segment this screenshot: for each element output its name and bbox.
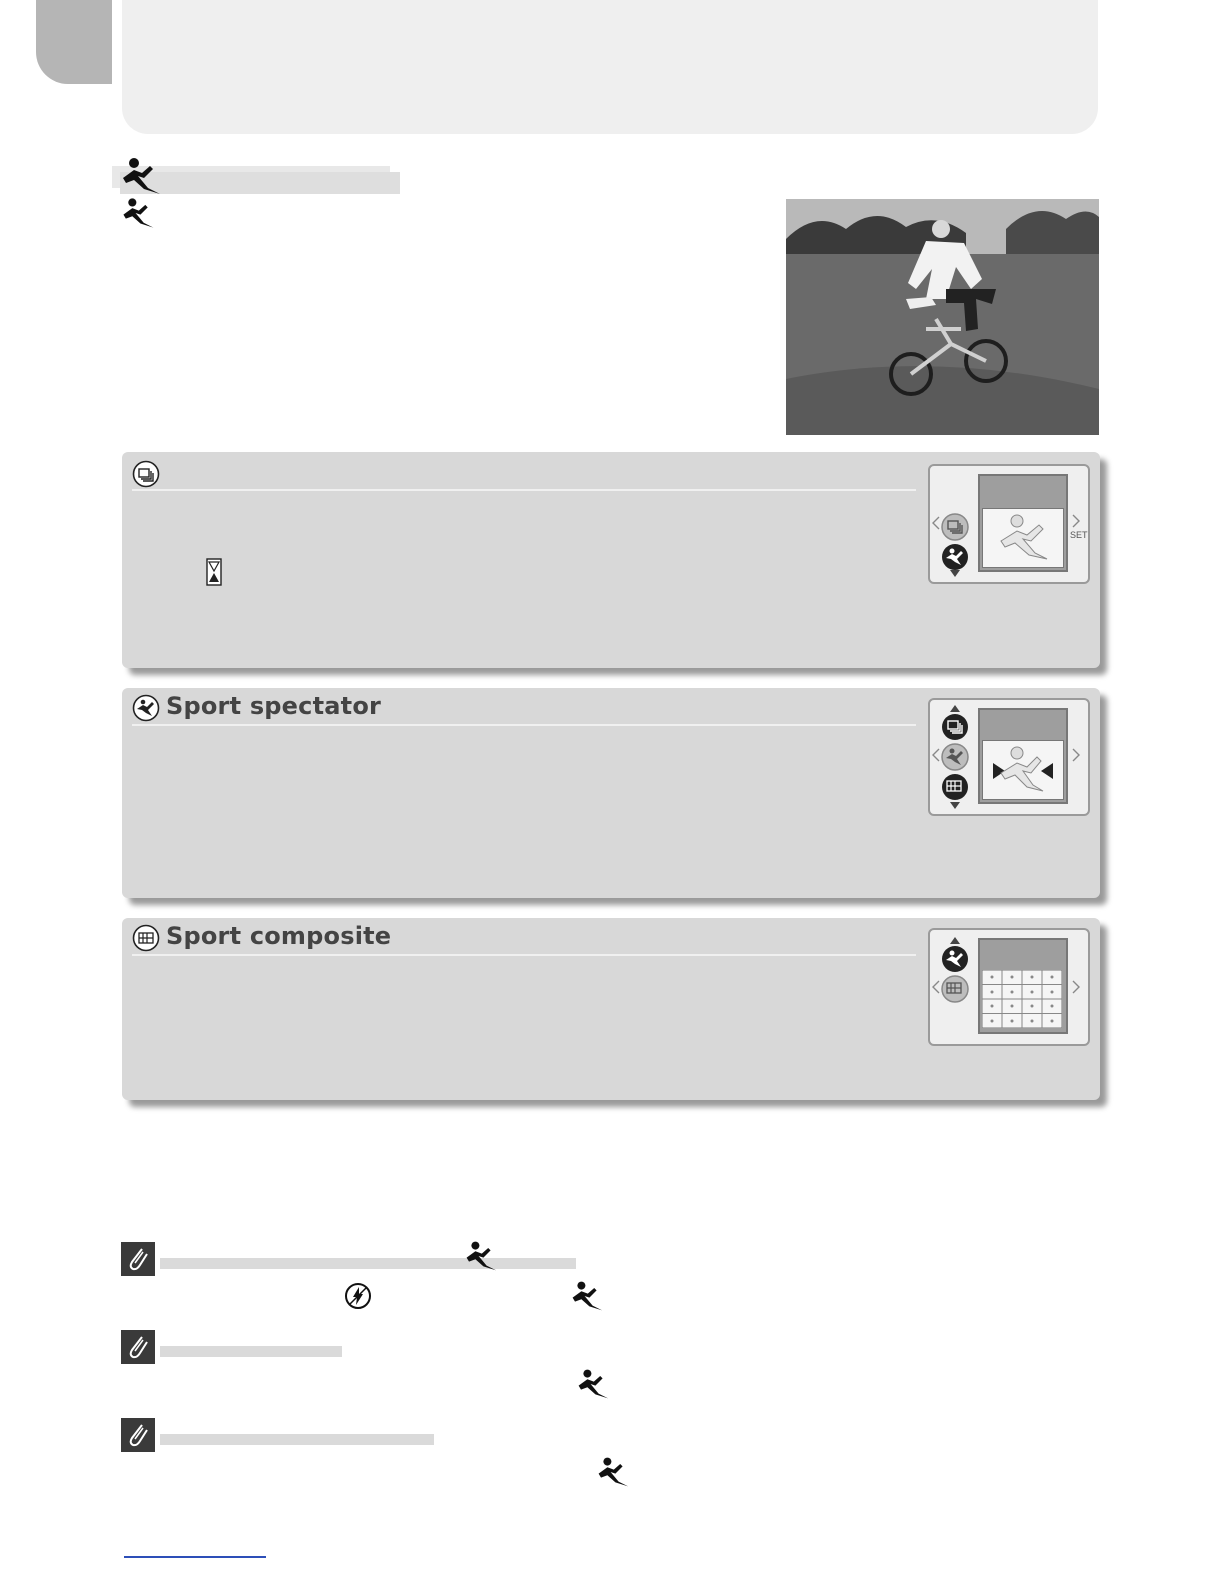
sport-composite-option-icon [940,772,970,802]
panel-sport-composite [122,918,1100,1100]
panel-continuous [122,452,1100,668]
note-icon [121,1330,155,1364]
section-heading-bar [120,172,400,194]
scroll-up-icon [950,936,960,944]
sport-figure-icon [997,513,1053,563]
sport-spectator-option-icon [940,742,970,772]
sample-photo-cyclist [786,199,1099,435]
chevron-left-icon [932,980,940,994]
sport-mode-icon-small [121,196,155,230]
sport-mode-icon [570,1280,604,1312]
note-icon [121,1242,155,1276]
sport-spectator-option-icon [940,944,970,974]
composite-grid-preview [982,970,1062,1028]
camera-monitor-composite [928,928,1090,1046]
monitor-preview [978,474,1068,572]
note-heading-bar [160,1258,576,1269]
chevron-left-icon [932,748,940,762]
flash-off-icon [344,1282,372,1310]
sport-mode-icon [596,1456,630,1488]
scroll-down-icon [950,570,960,578]
panel-rule [132,489,916,491]
camera-monitor-continuous [928,464,1090,584]
sport-figure-focus-icon [987,745,1059,795]
note-heading-bar [160,1434,434,1445]
sport-mode-icon [464,1240,498,1272]
continuous-option-icon [940,512,970,542]
monitor-preview-inner [982,740,1064,800]
set-label: SET [1070,530,1088,540]
sport-mode-icon [120,156,162,196]
scroll-down-icon [950,802,960,810]
monitor-preview-inner [982,508,1064,568]
chevron-left-icon [932,516,940,530]
camera-monitor-spectator [928,698,1090,816]
sport-mode-icon [576,1368,610,1400]
sport-composite-icon [132,924,160,952]
note-heading-bar [160,1346,342,1357]
panel-rule [132,954,916,956]
footer-link[interactable] [124,1556,266,1558]
sport-composite-option-icon [940,974,970,1004]
page-tab [36,0,112,84]
chevron-right-icon [1072,980,1080,994]
monitor-preview [978,938,1068,1034]
continuous-option-icon [940,712,970,742]
chevron-right-icon [1072,514,1080,528]
panel-sport-spectator [122,688,1100,898]
sport-spectator-icon [132,694,160,722]
page-header-band [122,0,1098,134]
panel-title-sport-spectator: Sport spectator [166,692,382,720]
hourglass-icon [206,558,222,586]
panel-title-sport-composite: Sport composite [166,922,392,950]
panel-rule [132,724,916,726]
note-icon [121,1418,155,1452]
monitor-preview [978,708,1068,804]
sport-spectator-option-icon [940,542,970,572]
scroll-up-icon [950,704,960,712]
continuous-icon [132,460,160,488]
chevron-right-icon [1072,748,1080,762]
